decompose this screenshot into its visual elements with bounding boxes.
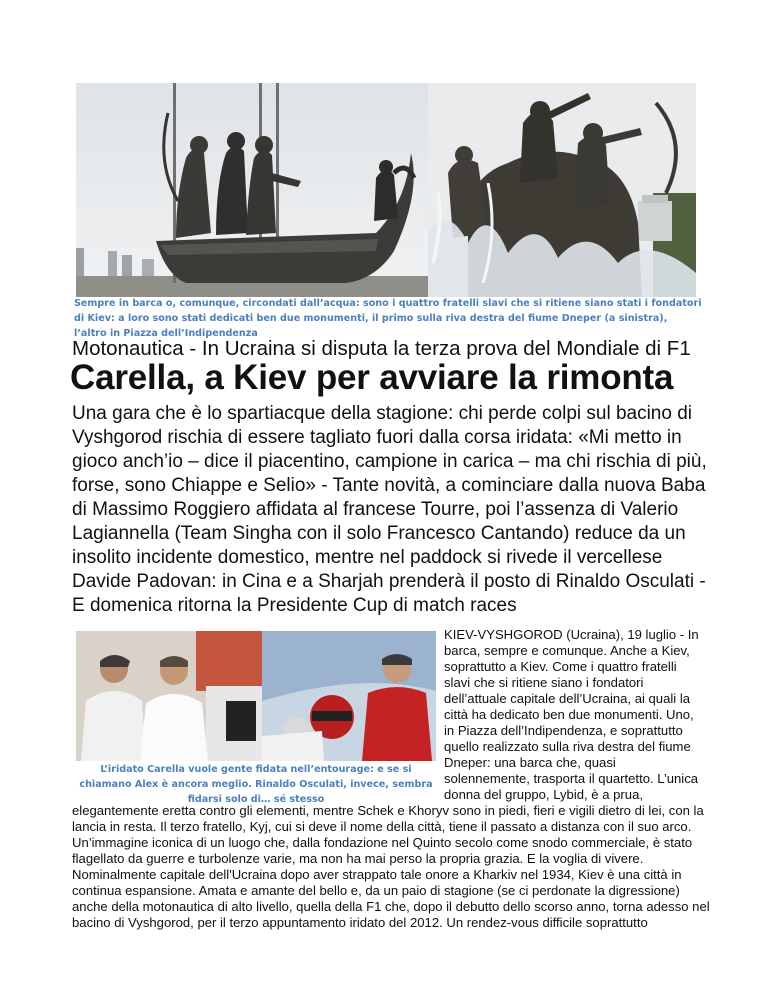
photo-independence-square-monument [428,83,696,297]
article-body-column: KIEV-VYSHGOROD (Ucraina), 19 luglio - In barca, sempre e comunque. Anche a Kiev, soprattutto a Kiev. Come i quattro fratelli slavi che si ritiene siano i fondatori dell’attuale capitale dell’Ucraina, ai quali la città ha dedicato ben due monumenti. Uno, in Piazza dell’Indipendenza, e soprattutto quello realizzato sulla riva destra del fiume Dneper: una barca che, quasi solennemente, trasporta il quartetto. L’unica donna del gruppo, Lybid, è a prua, [444,627,699,802]
article-headline: Carella, a Kiev per avviare la rimonta [70,358,674,397]
article-body-continued: elegantemente eretta contro gli elementi, mentre Schek e Khoryv sono in piedi, fieri e vigili dietro di lei, con la lancia in resta. Il terzo fratello, Kyj, cui si deve il nome della città, tiene il passato a distanza con il suo arco. Un’immagine iconica di un luogo che, dalla fondazione nel Quinto secolo come snodo commerciale, è stato flagellato da guerre e turbolenze varie, ma non ha mai perso la propria grazia. E la voglia di vivere. Nominalmente capitale dell'Ucraina dopo aver strappato tale onore a Kharkiv nel 1934, Kiev è una città in continua espansione. Amata e amante del bello e, da un paio di stagione (se ci perdonate la digressione) anche della motonautica di alto livello, quella della F1 che, dopo il debutto dello scorso anno, torna adesso nel bacino di Vyshgorod, per il terzo appuntamento iridato del 2012. Un rendez-vous difficile soprattutto [72,803,710,930]
inline-photo-caption: L’iridato Carella vuole gente fidata nell’entourage: e se si chiamano Alex è ancora meglio. Rinaldo Osculati, invece, sembra fidarsi solo di… sé stesso [79,764,433,805]
photo-carella-entourage [76,631,262,761]
article-kicker: Motonautica - In Ucraina si disputa la terza prova del Mondiale di F1 [72,337,691,360]
photo-monument-boat [76,83,428,297]
photo-number-badge: 1 [244,706,255,726]
photo-osculati-helmet [262,631,436,761]
top-photo-caption: Sempre in barca o, comunque, circondati dall’acqua: sono i quattro fratelli slavi che si ritiene siano stati i fondatori di Kiev: a loro sono stati dedicati ben due monumenti, il primo sulla riva destra del fiume Dneper (a sinistra), l’altro in Piazza dell’Indipendenza [74,298,702,339]
article-standfirst: Una gara che è lo spartiacque della stagione: chi perde colpi sul bacino di Vyshgorod rischia di essere tagliato fuori dalla corsa iridata: «Mi metto in gioco anch’io – dice il piacentino, campione in carica – ma chi rischia di più, forse, sono Chiappe e Selio» - Tante novità, a cominciare dalla nuova Baba di Massimo Roggiero affidata al francese Tourre, poi l’assenza di Valerio Lagiannella (Team Singha con il solo Francesco Cantando) reduce da un insolito incidente domestico, mentre nel paddock si rivede il vercellese Davide Padovan: in Cina e a Sharjah prenderà il posto di Rinaldo Osculati - E domenica ritorna la Presidente Cup di match races [72,403,707,616]
